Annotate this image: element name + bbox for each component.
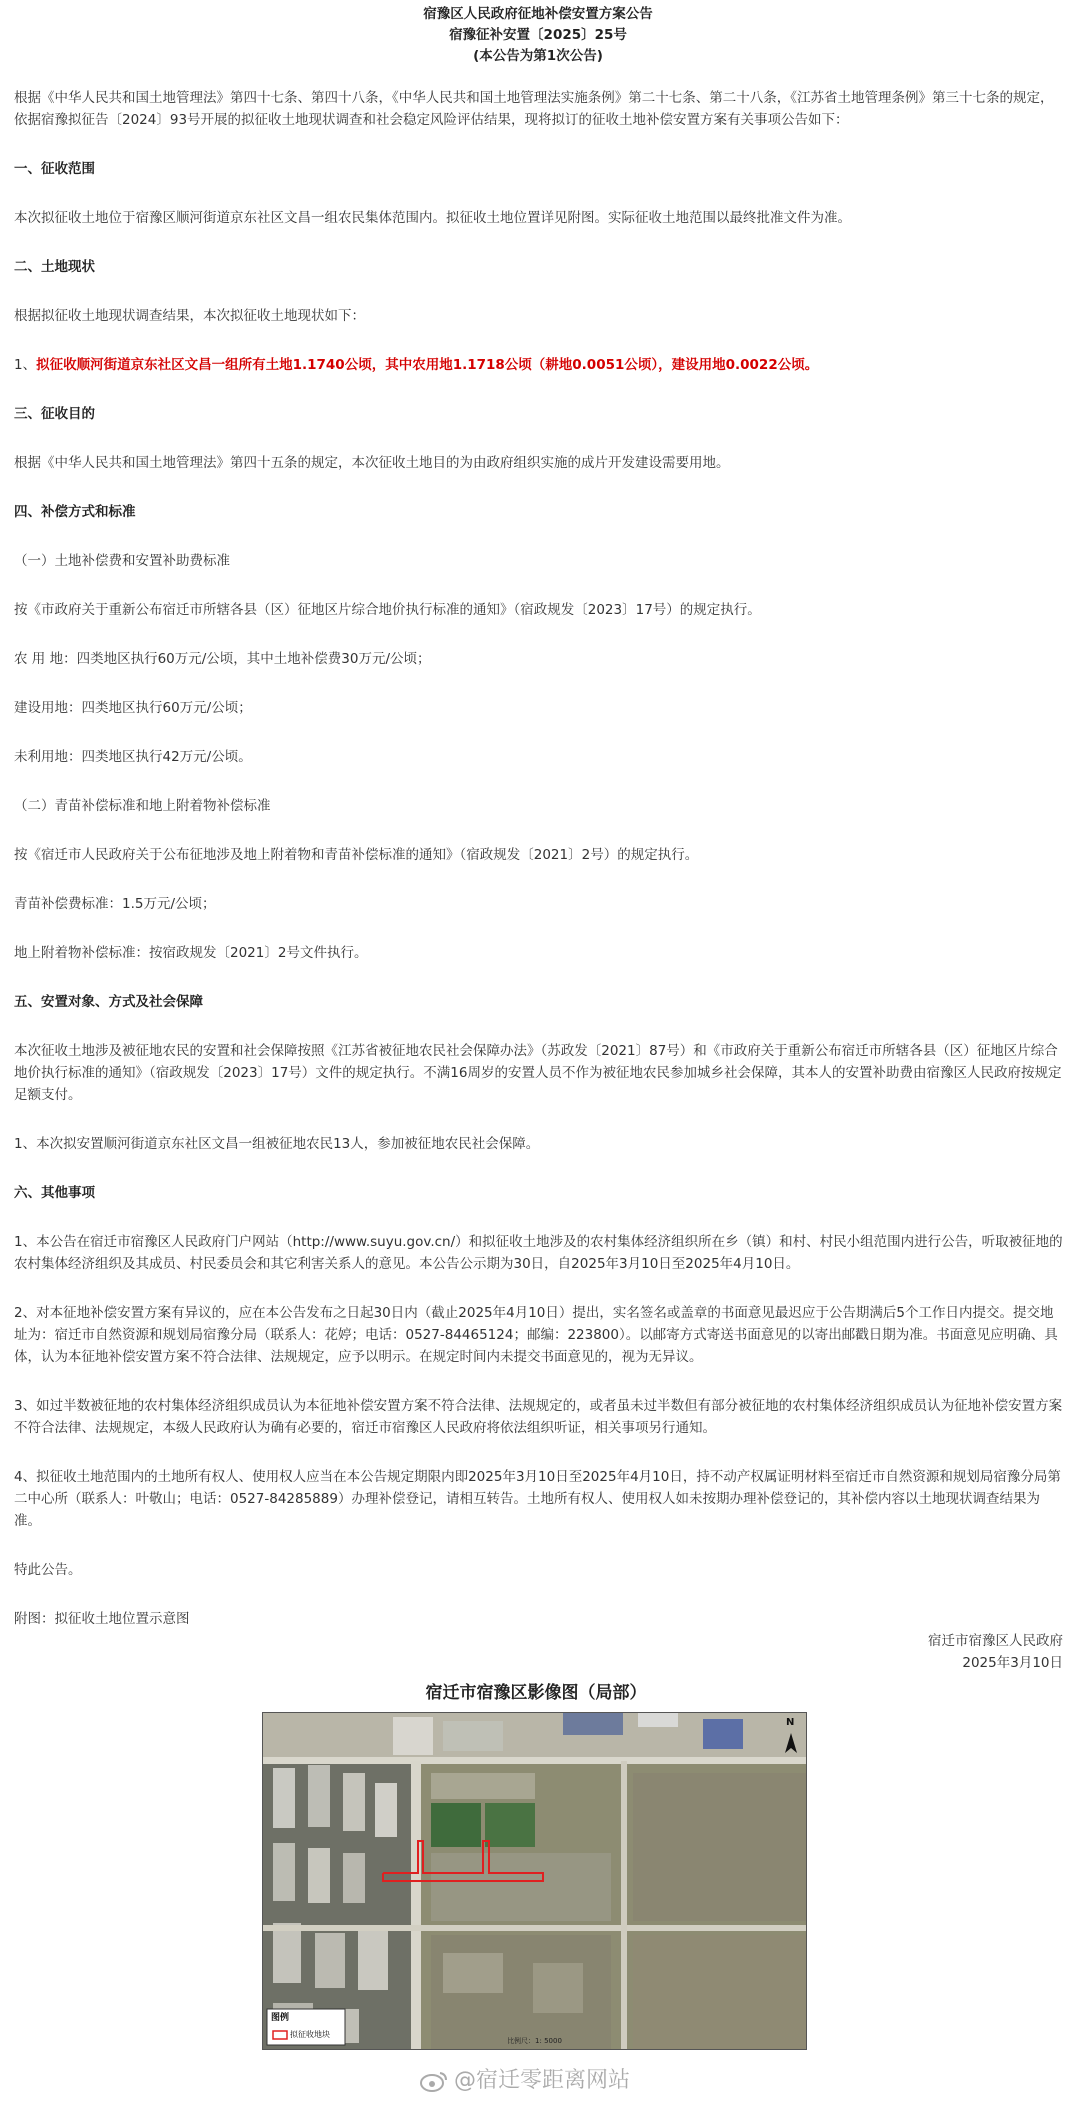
crop-compensation-standard: 青苗补偿费标准：1.5万元/公顷； <box>14 896 216 912</box>
section-5-text: 本次征收土地涉及被征地农民的安置和社会保障按照《江苏省被征地农民社会保障办法》（苏政发〔2021〕87号）和《市政府关于重新公布宿迁市所辖各县（区）征地区片综合地价执行标准的通知》（宿政规发〔2023〕17号）文件的规定执行。不满16周岁的安置人员不作为被征地农民参加城乡社会保障，其本人的安置补助费由宿豫区人民政府按规定足额支付。 <box>14 1043 1062 1103</box>
announcement-note: (本公告为第1次公告) <box>473 48 603 64</box>
construction-land-standard: 建设用地：四类地区执行60万元/公顷； <box>14 700 252 716</box>
section-4-subtitle-2-text: 按《宿迁市人民政府关于公布征地涉及地上附着物和青苗补偿标准的通知》（宿政规发〔2021〕2号）的规定执行。 <box>14 847 699 863</box>
section-3-title: 三、征收目的 <box>14 406 95 422</box>
section-2-text: 根据拟征收土地现状调查结果，本次拟征收土地现状如下： <box>14 308 365 324</box>
map-imagery <box>263 1713 806 2049</box>
attachment-compensation-standard: 地上附着物补偿标准：按宿政规发〔2021〕2号文件执行。 <box>14 945 368 961</box>
land-status-highlight: 拟征收顺河街道京东社区文昌一组所有土地1.1740公顷，其中农用地1.1718公顷（耕地0.0051公顷），建设用地0.0022公顷。 <box>36 357 819 373</box>
section-5-title: 五、安置对象、方式及社会保障 <box>14 994 203 1010</box>
document-body <box>0 87 1076 1674</box>
source-watermark <box>420 2066 630 2096</box>
section-6-item-1: 1、本公告在宿迁市宿豫区人民政府门户网站（http://www.suyu.gov.cn/）和拟征收土地涉及的农村集体经济组织所在乡（镇）和村、村民小组范围内进行公告，听取被征地的农村集体经济组织及其成员、村民委员会和其它利害关系人的意见。本公告公示期为30日，自2025年3月10日至2025年4月10日。 <box>14 1234 1063 1272</box>
legend-item: 拟征收地块 <box>290 2030 330 2039</box>
section-2-item <box>14 354 1063 376</box>
closing-statement: 特此公告。 <box>14 1562 82 1578</box>
satellite-image <box>262 1712 807 2050</box>
intro-paragraph: 根据《中华人民共和国土地管理法》第四十七条、第四十八条，《中华人民共和国土地管理法实施条例》第二十七条、第二十八条，《江苏省土地管理条例》第三十七条的规定，依据宿豫拟征告〔2024〕93号开展的拟征收土地现状调查和社会稳定风险评估结果，现将拟订的征收土地补偿安置方案有关事项公告如下： <box>14 90 1054 128</box>
section-6-title: 六、其他事项 <box>14 1185 95 1201</box>
section-6-item-3: 3、如过半数被征地的农村集体经济组织成员认为本征地补偿安置方案不符合法律、法规规定的，或者虽未过半数但有部分被征地的农村集体经济组织成员认为征地补偿安置方案不符合法律、法规规定，本级人民政府认为确有必要的，宿迁市宿豫区人民政府将依法组织听证，相关事项另行通知。 <box>14 1398 1063 1436</box>
section-4-subtitle-1-text: 按《市政府关于重新公布宿迁市所辖各县（区）征地区片综合地价执行标准的通知》（宿政规发〔2023〕17号）的规定执行。 <box>14 602 761 618</box>
north-label: N <box>786 1717 795 1728</box>
watermark-text: @宿迁零距离网站 <box>454 2068 631 2093</box>
section-1-text: 本次拟征收土地位于宿豫区顺河街道京东社区文昌一组农民集体范围内。拟征收土地位置详见附图。实际征收土地范围以最终批准文件为准。 <box>14 210 851 226</box>
farmland-standard: 农 用 地：四类地区执行60万元/公顷，其中土地补偿费30万元/公顷； <box>14 651 431 667</box>
section-6-item-4: 4、拟征收土地范围内的土地所有权人、使用权人应当在本公告规定期限内即2025年3月10日至2025年4月10日，持不动产权属证明材料至宿迁市自然资源和规划局宿豫分局第二中心所（联系人：叶敬山；电话：0527-84285889）办理补偿登记，请相互转告。土地所有权人、使用权人如未按期办理补偿登记的，其补偿内容以土地现状调查结果为准。 <box>14 1469 1061 1529</box>
section-2-item-number: 1、 <box>14 357 37 373</box>
map-scale: 比例尺：1: 5000 <box>507 2037 562 2045</box>
legend-title: 图例 <box>271 2013 290 2023</box>
weibo-logo-icon <box>420 2070 448 2092</box>
section-4-subtitle-1: （一）土地补偿费和安置补助费标准 <box>14 553 230 569</box>
map-title: 宿迁市宿豫区影像图（局部） <box>425 1683 647 1703</box>
unused-land-standard: 未利用地：四类地区执行42万元/公顷。 <box>14 749 252 765</box>
section-1-title: 一、征收范围 <box>14 161 95 177</box>
location-map <box>256 1680 816 2055</box>
document-title: 宿豫区人民政府征地补偿安置方案公告 <box>423 6 653 22</box>
section-4-subtitle-2: （二）青苗补偿标准和地上附着物补偿标准 <box>14 798 271 814</box>
section-6-item-2: 2、对本征地补偿安置方案有异议的，应在本公告发布之日起30日内（截止2025年4月10日）提出，实名签名或盖章的书面意见最迟应于公告期满后5个工作日内提交。提交地址为：宿迁市自然资源和规划局宿豫分局（联系人：花婷；电话：0527-84465124；邮编：223800）。以邮寄方式寄送书面意见的以寄出邮戳日期为准。书面意见应明确、具体，认为本征地补偿安置方案不符合法律、法规规定，应予以明示。在规定时间内未提交书面意见的，视为无异议。 <box>14 1305 1058 1365</box>
section-2-title: 二、土地现状 <box>14 259 95 275</box>
section-4-title: 四、补偿方式和标准 <box>14 504 136 520</box>
attachment-label: 附图：拟征收土地位置示意图 <box>14 1611 190 1627</box>
section-5-item: 1、本次拟安置顺河街道京东社区文昌一组被征地农民13人，参加被征地农民社会保障。 <box>14 1136 540 1152</box>
document-header <box>0 4 1076 67</box>
signature-org: 宿迁市宿豫区人民政府 <box>928 1633 1063 1649</box>
section-3-text: 根据《中华人民共和国土地管理法》第四十五条的规定，本次征收土地目的为由政府组织实施的成片开发建设需要用地。 <box>14 455 730 471</box>
document-number: 宿豫征补安置〔2025〕25号 <box>449 27 627 43</box>
signature-date: 2025年3月10日 <box>962 1655 1063 1671</box>
